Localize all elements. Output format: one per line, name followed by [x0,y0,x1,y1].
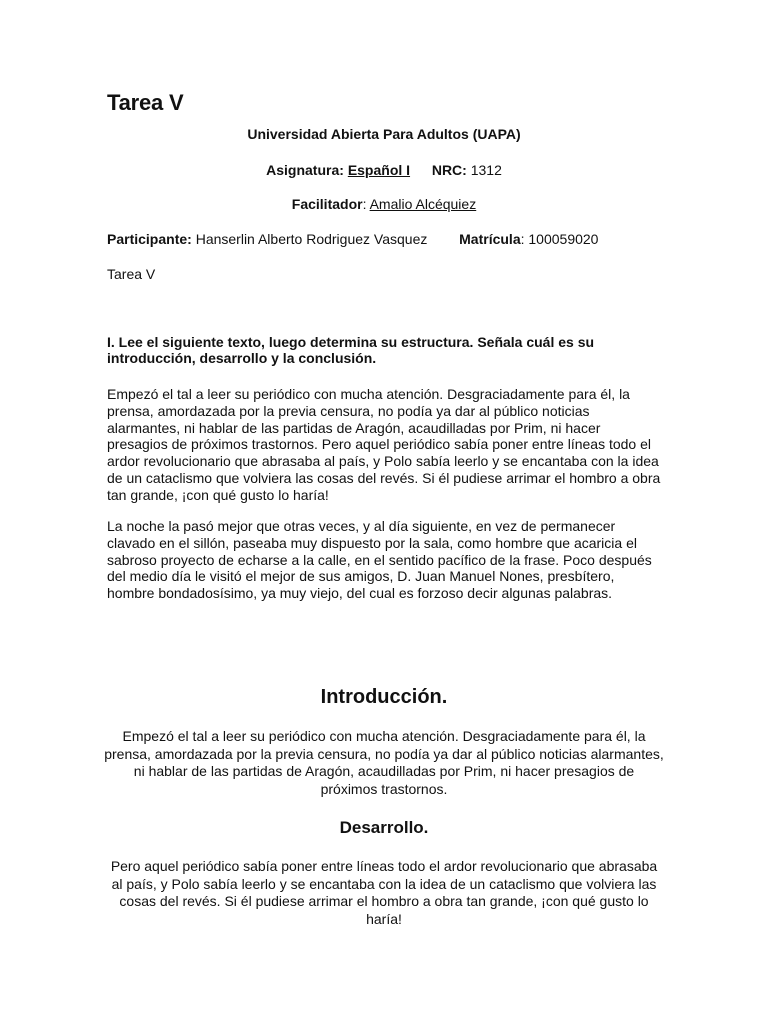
facilitador-value: Amalio Alcéquiez [369,196,477,212]
matricula-label: Matrícula [459,231,521,247]
subtitle: Tarea V [107,266,156,282]
text-paragraph-1: Empezó el tal a leer su periódico con mucha atención. Desgraciadamente para él, la prensa, amordazada por la previa censura, no podía ya dar al público noticias alarmantes, ni hablar de las partidas de Aragón, acaudilladas por Prim, ni hacer presagios de próximos trastornos. Pero aquel periódico sabía poner entre líneas todo el ardor revolucionario que abrasaba al país, y Polo sabía leerlo y se encantaba con la idea de un cataclismo que volviera las cosas del revés. Si él pudiese arrimar el hombro a obra tan grande, ¡con qué gusto lo haría! [107,386,661,503]
participante-value: Hanserlin Alberto Rodriguez Vasquez [195,231,428,247]
intro-heading: Introducción. [320,686,448,708]
matricula-value: 100059020 [528,231,599,247]
question-text: I. Lee el siguiente texto, luego determina su estructura. Señala cuál es su introducción, desarrollo y la conclusión. [107,334,595,366]
university-name: Universidad Abierta Para Adultos (UAPA) [247,126,521,142]
facilitador-line [0,196,768,212]
facilitador-label: Facilitador [291,196,363,212]
asignatura-line [0,162,768,178]
asignatura-label: Asignatura: [266,162,344,178]
participante-label: Participante: [107,231,192,247]
matricula-separator: : [520,231,525,247]
intro-text: Empezó el tal a leer su periódico con mucha atención. Desgraciadamente para él, la prensa, amordazada por la previa censura, no podía ya dar al público noticias alarmantes, ni hablar de las partidas de Aragón, acaudilladas por Prim, ni hacer presagios de próximos trastornos. [104,728,664,797]
desarrollo-text: Pero aquel periódico sabía poner entre líneas todo el ardor revolucionario que abrasaba al país, y Polo sabía leerlo y se encantaba con la idea de un cataclismo que volviera las cosas del revés. Si él pudiese arrimar el hombro a obra tan grande, ¡con qué gusto lo haría! [110,858,658,927]
desarrollo-heading: Desarrollo. [339,818,429,837]
nrc-value: 1312 [470,162,502,178]
asignatura-value: Español I [347,162,411,178]
document-title: Tarea V [107,90,184,115]
participante-line [107,231,598,247]
nrc-label: NRC: [431,162,467,178]
text-paragraph-2: La noche la pasó mejor que otras veces, y al día siguiente, en vez de permanecer clavado en el sillón, paseaba muy dispuesto por la sala, como hombre que acaricia el sabroso proyecto de echarse a la calle, en el sentido pacífico de la frase. Poco después del medio día le visitó el mejor de sus amigos, D. Juan Manuel Nones, presbítero, hombre bondadosísimo, ya muy viejo, del cual es forzoso decir algunas palabras. [107,518,652,602]
facilitador-separator: : [362,196,367,212]
